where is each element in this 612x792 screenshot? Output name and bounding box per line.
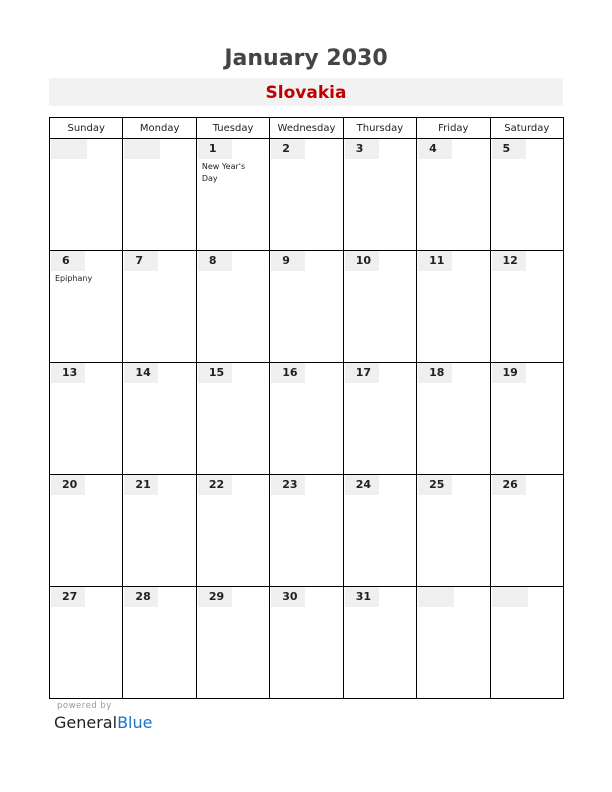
week-row — [50, 475, 564, 587]
day-number: 9 — [271, 251, 305, 271]
day-cell[interactable] — [123, 251, 196, 363]
weekday-friday: Friday — [417, 118, 490, 139]
day-number — [124, 139, 160, 159]
weekday-monday: Monday — [123, 118, 196, 139]
day-number: 20 — [51, 475, 85, 495]
day-number: 25 — [418, 475, 452, 495]
day-cell[interactable] — [123, 587, 196, 699]
day-cell[interactable] — [196, 363, 269, 475]
day-number: 23 — [271, 475, 305, 495]
day-cell[interactable] — [490, 363, 563, 475]
day-number: 4 — [418, 139, 452, 159]
day-number: 27 — [51, 587, 85, 607]
day-cell[interactable] — [343, 139, 416, 251]
empty-day-cell — [417, 587, 490, 699]
weekday-saturday: Saturday — [490, 118, 563, 139]
day-number — [492, 587, 528, 607]
weekday-sunday: Sunday — [50, 118, 123, 139]
day-cell[interactable] — [343, 251, 416, 363]
day-cell[interactable] — [270, 363, 343, 475]
page-title: January 2030 — [224, 46, 388, 71]
day-number: 26 — [492, 475, 526, 495]
day-cell[interactable] — [196, 139, 269, 251]
brand-logo[interactable] — [54, 713, 152, 732]
day-cell[interactable] — [417, 475, 490, 587]
day-cell[interactable] — [343, 363, 416, 475]
day-cell[interactable] — [270, 587, 343, 699]
day-number: 15 — [198, 363, 232, 383]
holiday-label: New Year's Day — [201, 162, 246, 183]
day-number: 21 — [124, 475, 158, 495]
day-cell[interactable] — [50, 587, 123, 699]
day-number: 2 — [271, 139, 305, 159]
day-number: 13 — [51, 363, 85, 383]
day-number: 5 — [492, 139, 526, 159]
day-cell[interactable] — [343, 587, 416, 699]
day-number: 28 — [124, 587, 158, 607]
day-number: 31 — [345, 587, 379, 607]
day-cell[interactable] — [196, 251, 269, 363]
day-number — [51, 139, 87, 159]
day-cell[interactable] — [50, 251, 123, 363]
weekday-tuesday: Tuesday — [196, 118, 269, 139]
weekday-header-row — [50, 118, 564, 139]
day-cell[interactable] — [343, 475, 416, 587]
week-row — [50, 587, 564, 699]
day-number: 8 — [198, 251, 232, 271]
day-number: 16 — [271, 363, 305, 383]
day-number: 30 — [271, 587, 305, 607]
day-number: 19 — [492, 363, 526, 383]
day-cell[interactable] — [50, 363, 123, 475]
country-banner — [49, 78, 563, 106]
day-number: 12 — [492, 251, 526, 271]
day-number: 29 — [198, 587, 232, 607]
calendar-grid — [49, 117, 564, 699]
day-number: 17 — [345, 363, 379, 383]
empty-day-cell — [50, 139, 123, 251]
week-row — [50, 251, 564, 363]
day-cell[interactable] — [123, 363, 196, 475]
day-cell[interactable] — [270, 139, 343, 251]
day-number: 1 — [198, 139, 232, 159]
day-cell[interactable] — [490, 251, 563, 363]
day-cell[interactable] — [417, 139, 490, 251]
day-number: 22 — [198, 475, 232, 495]
day-cell[interactable] — [417, 363, 490, 475]
day-cell[interactable] — [270, 251, 343, 363]
brand-general: General — [54, 713, 118, 732]
country-name: Slovakia — [265, 83, 347, 103]
day-number: 3 — [345, 139, 379, 159]
day-cell[interactable] — [270, 475, 343, 587]
day-number: 11 — [418, 251, 452, 271]
day-cell[interactable] — [123, 475, 196, 587]
powered-by-label: powered by — [57, 701, 112, 711]
day-number: 7 — [124, 251, 158, 271]
day-cell[interactable] — [490, 475, 563, 587]
weekday-wednesday: Wednesday — [270, 118, 343, 139]
brand-blue: Blue — [117, 713, 153, 732]
day-cell[interactable] — [196, 587, 269, 699]
day-number: 10 — [345, 251, 379, 271]
weekday-thursday: Thursday — [343, 118, 416, 139]
day-number: 18 — [418, 363, 452, 383]
day-number: 14 — [124, 363, 158, 383]
empty-day-cell — [490, 587, 563, 699]
empty-day-cell — [123, 139, 196, 251]
week-row — [50, 363, 564, 475]
holiday-label: Epiphany — [55, 274, 93, 283]
day-cell[interactable] — [417, 251, 490, 363]
day-number — [418, 587, 454, 607]
day-cell[interactable] — [196, 475, 269, 587]
day-cell[interactable] — [490, 139, 563, 251]
day-number: 24 — [345, 475, 379, 495]
day-cell[interactable] — [50, 475, 123, 587]
day-number: 6 — [51, 251, 85, 271]
week-row — [50, 139, 564, 251]
